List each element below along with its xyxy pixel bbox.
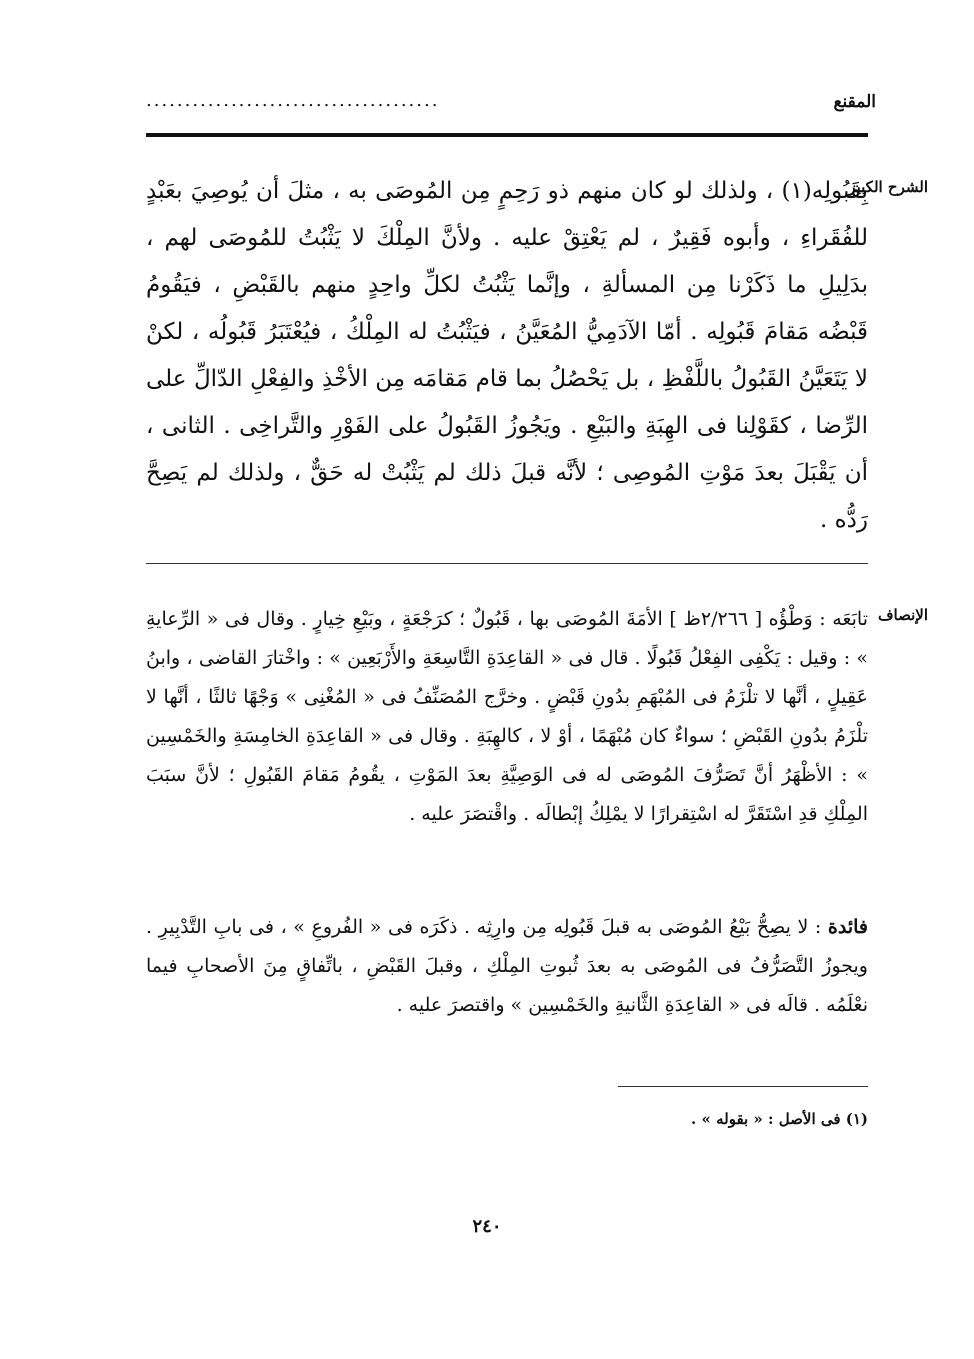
side-label-sharh: الشرح الكبير (848, 178, 928, 196)
side-label-insaf: الإنصاف (877, 606, 928, 624)
sharh-paragraph: بِقَبُولِه(١) ، ولذلك لو كان منهم ذو رَحِمٍ مِن المُوصَى به ، مثلَ أن يُوصِيَ بعَبْدٍ للفُقَراءِ ، وأبوه فَقِيرٌ ، لم يَعْتِقْ عليه . ولأنَّ المِلْكَ لا يَثْبُتُ للمُوصَى لهم ، بدَلِيلِ ما ذَكَرْنا مِن المسألةِ ، وإنَّما يَثْبُتُ لكلِّ واحِدٍ منهم بالقَبْضِ ، فيَقُومُ قَبْضُه مَقامَ قَبُولِه . أمّا الآدَمِيُّ المُعَيَّنُ ، فيَثْبُتُ له المِلْكُ ، فيُعْتَبَرُ قَبُولُه ، لكنْ لا يَتَعَيَّنُ القَبُولُ باللَّفْظِ ، بل يَحْصُلُ بما قام مَقامَه مِن الأخْذِ والفِعْلِ الدّالِّ على الرِّضا ، كقَوْلِنا فى الهِبَةِ والبَيْعِ . ويَجُوزُ القَبُولُ على الفَوْرِ والتَّراخِى . الثانى ، أن يَقْبَلَ بعدَ مَوْتِ المُوصِى ؛ لأنَّه قبلَ ذلك لم يَثْبُتْ له حَقٌّ ، ولذلك لم يَصِحَّ رَدُّه . (146, 178, 868, 533)
faida-label: فائدة (827, 916, 868, 938)
footnote: (١) فى الأصل : « بقوله » . (691, 1110, 868, 1128)
insaf-paragraph: تابَعَه : وَطْؤُه [ ٢/٢٦٦ظ ] الأمَةَ المُوصَى بها ، قَبُولٌ ؛ كرَجْعَةٍ ، وبَيْعِ خِيارٍ . وقال فى « الرِّعايةِ » : وقيل : يَكْفِى الفِعْلُ قَبُولًا . قال فى « القاعِدَةِ التَّاسِعَةِ والأَرْبَعِين » : واخْتارَ القاضى ، وابنُ عَقِيلٍ ، أنَّها لا تلْزَمُ فى المُبْهَمِ بدُونِ قَبْضٍ . وخرَّج المُصَنِّفُ فى « المُغْنِى » وَجْهًا ثالثًا ، أنَّها لا تلْزَمُ بدُونِ القَبْضِ ؛ سواءٌ كان مُبْهَمًا ، أوْ لا ، كالهِبَةِ . وقال فى « القاعِدَةِ الخامِسَةِ والخَمْسِين » : الأظْهَرُ أنَّ تَصَرُّفَ المُوصَى له فى الوَصِيَّةِ بعدَ المَوْتِ ، يقُومُ مَقامَ القَبُولِ ؛ لأنَّ سبَبَ المِلْكِ قدِ اسْتَقَرَّ له اسْتِقرارًا لا يمْلِكُ إبْطالَه . واقْتصَرَ عليه . (146, 608, 868, 825)
faida-text: : لا يصِحُّ بَيْعُ المُوصَى به قبلَ قَبُولِه مِن وارِثِه . ذكَرَه فى « الفُروعِ » ، فى بابِ التَّدْبِيرِ . ويجوزُ التَّصَرُّفُ فى المُوصَى به بعدَ ثُبوتِ المِلْكِ ، وقبلَ القَبْضِ ، باتِّفاقٍ مِنَ الأصحابِ فيما نعْلَمُه . قالَه فى « القاعِدَةِ الثَّانيةِ والخَمْسِين » واقتصرَ عليه . (146, 916, 868, 1016)
faida-paragraph (146, 908, 868, 1025)
page-number: ٢٤٠ (472, 1216, 502, 1237)
running-header-title: المقنع (833, 92, 876, 112)
section-divider (146, 563, 868, 564)
header-rule (146, 133, 868, 137)
footnote-rule (618, 1086, 868, 1087)
header-dotted-leader: ...................................... (146, 90, 440, 111)
